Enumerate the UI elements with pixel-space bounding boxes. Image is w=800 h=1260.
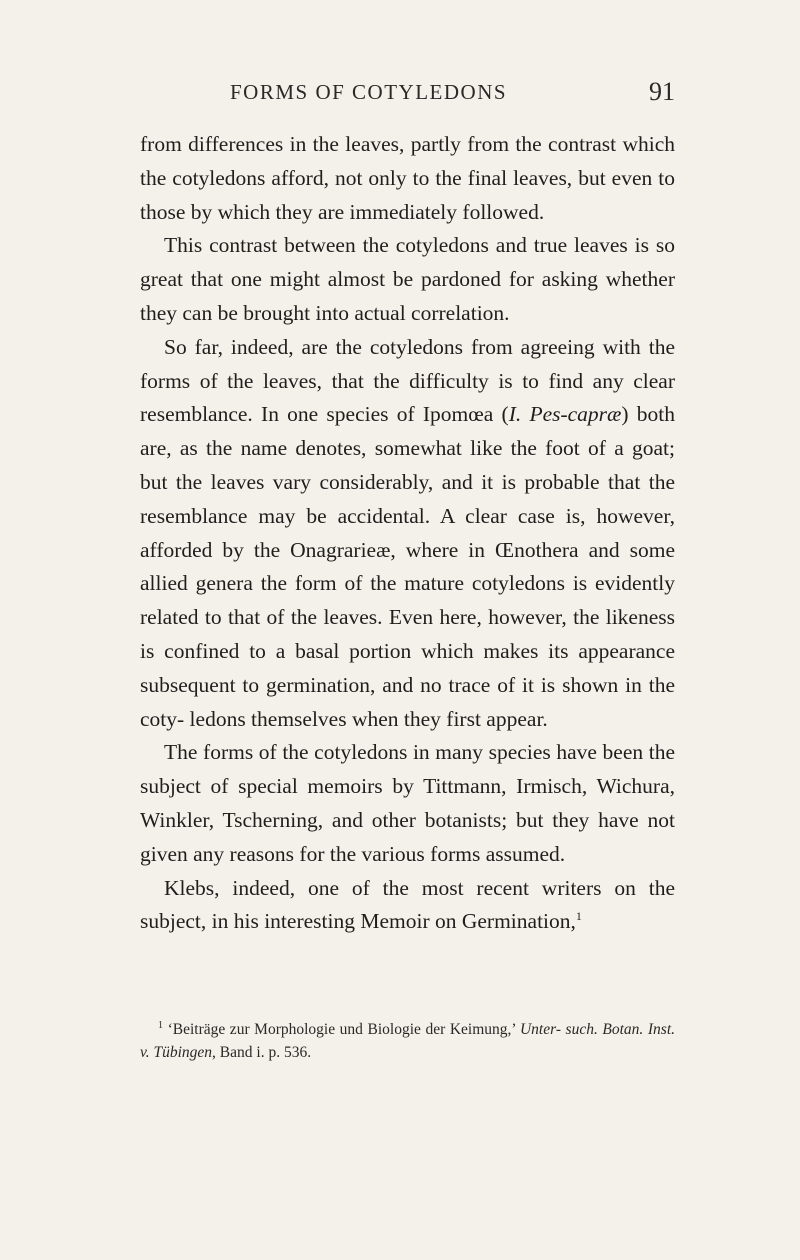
italic-species-name: I. Pes-capræ [508,402,622,427]
footnote-text [140,1014,675,1064]
text-span: from differences in the leaves, partly from the contrast which the cotyledons afford, not only to the final leaves, but even to those by which they are immediately followed. [140,132,675,224]
text-span: So far, indeed, are the cotyledons from agreeing with the forms of the leaves, that the difficulty is to find any clear resemblance. In one species of Ipomœa ( [140,334,675,427]
footnote-marker: 1 [158,1020,163,1031]
page-number: 91 [649,77,675,106]
paragraph-4 [140,736,675,871]
text-span: , Band i. p. 536. [212,1044,312,1062]
running-head-title: FORMS OF COTYLEDONS [230,80,508,104]
running-head [140,77,675,110]
text-span: ) both are, as the name denotes, somewhat like the foot of a goat; but the leaves vary considerably, and it is probable that the resemblance may be accidental. A clear case is, however, afforded by the Onagrarieæ, where in Œnothera and some allied genera the form of the mature cotyledons is evidently related to that of the leaves. Even here, however, the likeness is confined to a basal portion which makes its appearance subsequent to germination, and no trace of it is shown in the coty- ledons themselves when they first appear. [140,402,676,731]
paragraph-2 [140,229,675,330]
paragraph-1 [140,128,675,229]
text-span: ‘Beiträge zur Morphologie und Biologie der Keimung,’ [167,1021,520,1039]
italic-citation: Unter- such. Botan. Inst. v. Tübingen [140,1021,676,1062]
paragraph-3 [140,331,675,737]
footnote-reference[interactable]: 1 [575,909,582,924]
text-span: This contrast between the cotyledons and true leaves is so great that one might almost be pardoned for asking whether they can be brought into actual correlation. [140,233,675,325]
text-span: Klebs, indeed, one of the most recent writers on the subject, in his interesting Memoir on Germination, [140,875,675,934]
paragraph-5 [140,872,675,940]
body-text [140,128,675,939]
footnote [140,1014,675,1064]
text-span: The forms of the cotyledons in many species have been the subject of special memoirs by Tittmann, Irmisch, Wichura, Winkler, Tscherning, and other botanists; but they have not given any reasons for the various forms assumed. [140,740,675,866]
